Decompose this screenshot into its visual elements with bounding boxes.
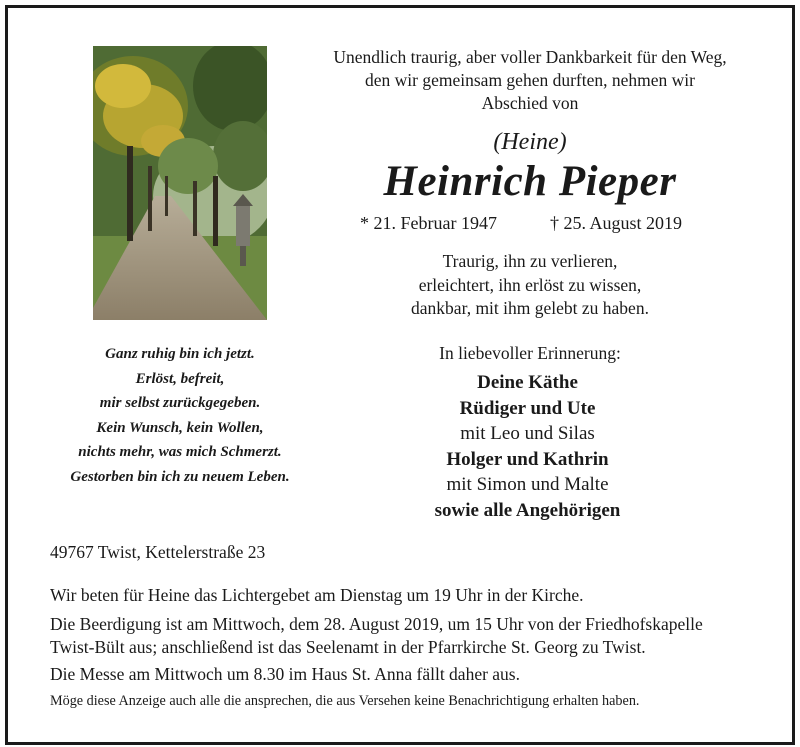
poem	[40, 342, 320, 489]
death-date: † 25. August 2019	[550, 213, 683, 233]
funeral-notice-line: Die Beerdigung ist am Mittwoch, dem 28. August 2019, um 15 Uhr von der Friedhofskapelle	[50, 614, 703, 634]
family-member: Rüdiger und Ute	[459, 397, 596, 419]
condolence-saying	[290, 250, 770, 321]
family-member: mit Simon und Malte	[446, 474, 609, 495]
family-member: Deine Käthe	[477, 372, 578, 393]
deceased-nickname: (Heine)	[493, 129, 567, 155]
memory-label: In liebevoller Erinnerung:	[439, 343, 621, 363]
poem-line: mir selbst zurückgegeben.	[99, 395, 261, 411]
poem-line: Kein Wunsch, kein Wollen,	[96, 419, 264, 436]
family-member: mit Leo und Silas	[460, 423, 595, 444]
family-member: Holger und Kathrin	[446, 448, 609, 470]
mass-notice: Die Messe am Mittwoch um 8.30 im Haus St. Anna fällt daher aus.	[50, 664, 520, 684]
prayer-notice: Wir beten für Heine das Lichtergebet am Dienstag um 19 Uhr in der Kirche.	[50, 585, 584, 605]
deceased-name: Heinrich Pieper	[383, 158, 677, 205]
tree-lined-path-photo	[93, 46, 267, 320]
address: 49767 Twist, Kettelerstraße 23	[50, 542, 266, 562]
birth-date: * 21. Februar 1947	[360, 213, 497, 233]
poem-line: Gestorben bin ich zu neuem Leben.	[70, 468, 290, 485]
saying-line: dankbar, mit ihm gelebt zu haben.	[411, 298, 649, 318]
saying-line: erleichtert, ihn erlöst zu wissen,	[418, 274, 642, 295]
poem-line: Erlöst, befreit,	[135, 370, 225, 387]
family-list	[290, 370, 765, 523]
family-member: sowie alle Angehörigen	[434, 499, 621, 521]
funeral-notice-line: Twist-Bült aus; anschließend ist das Seelenamt in der Pfarrkirche St. Georg zu Twist.	[50, 636, 646, 657]
intro-text	[290, 46, 770, 115]
intro-line: Abschied von	[481, 93, 579, 113]
saying-line: Traurig, ihn zu verlieren,	[442, 251, 618, 271]
intro-line: den wir gemeinsam gehen durften, nehmen wir	[365, 70, 695, 90]
intro-line: Unendlich traurig, aber voller Dankbarkeit für den Weg,	[333, 47, 727, 67]
funeral-notice	[50, 613, 770, 658]
closing-note: Möge diese Anzeige auch alle die ansprechen, die aus Versehen keine Benachrichtigung erhalten haben.	[50, 693, 640, 709]
poem-line: nichts mehr, was mich Schmerzt.	[78, 444, 282, 460]
poem-line: Ganz ruhig bin ich jetzt.	[105, 346, 255, 362]
